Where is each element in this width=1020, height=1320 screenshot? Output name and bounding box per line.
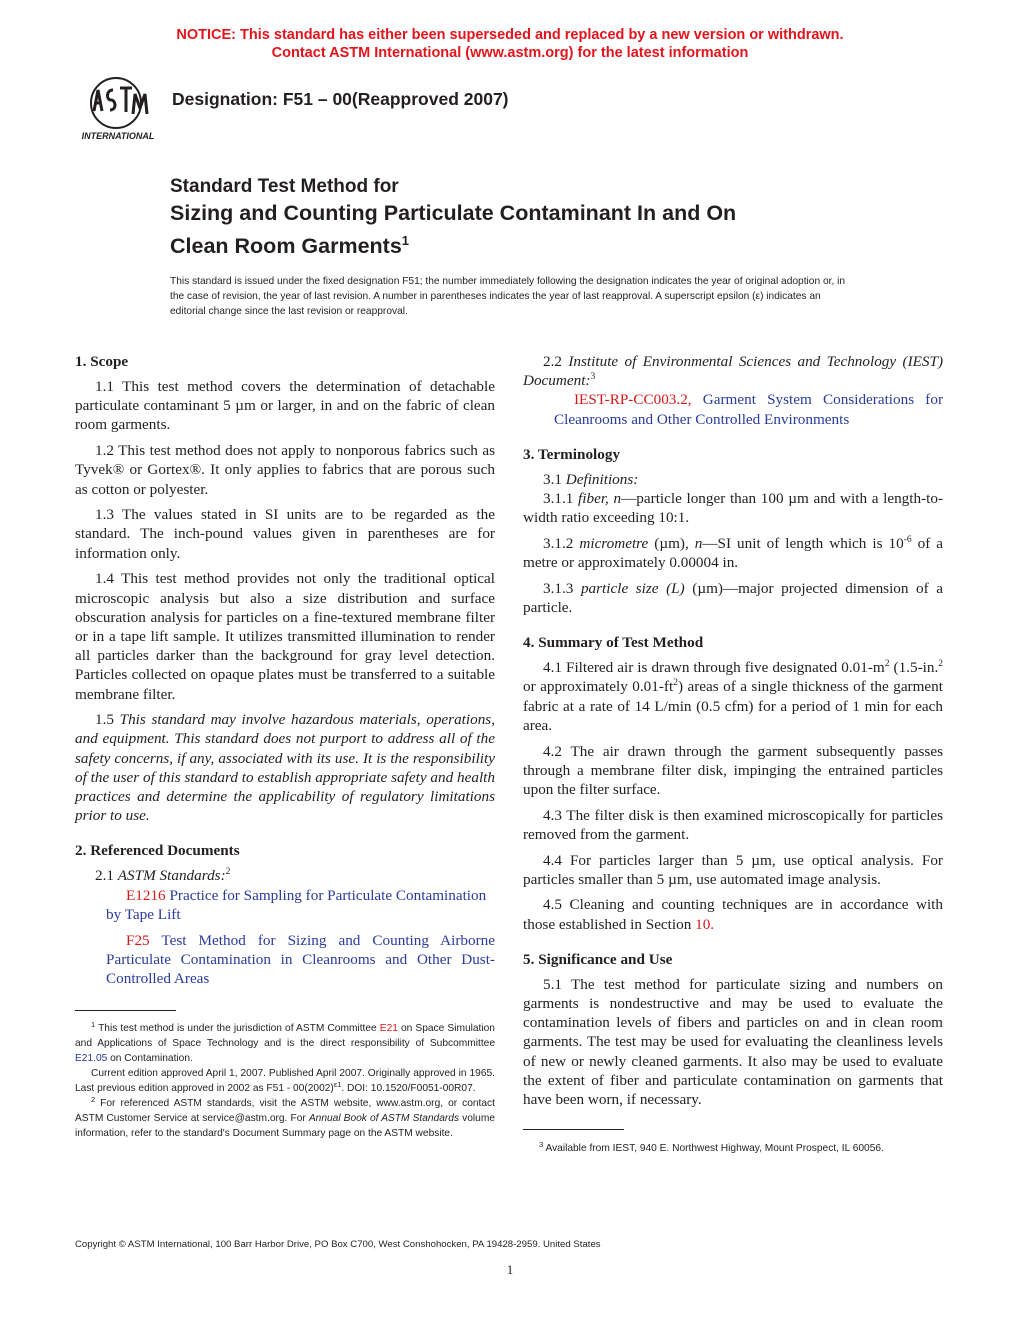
astm-logo <box>76 76 162 142</box>
section-1-heading: 1. Scope <box>75 353 129 370</box>
paragraph-4-1: 4.1 Filtered air is drawn through five designated $0.01-m^2$ (1.5-in.$^2$ or approximately $0.01-ft^2$) areas of a single thickness of the garment fabric at a rate of 14 L/min (0.5 cfm) for a period of 1 min for each area. <box>523 659 943 734</box>
reference-code-e1216[interactable]: E1216 <box>126 886 166 904</box>
paragraph-1-1: 1.1 This test method covers the determination of detachable particulate contaminant 5 µm or larger, in and on the fabric of clean room garments. <box>75 378 495 434</box>
notice-line-1: NOTICE: This standard has either been superseded and replaced by a new version or withdrawn. <box>176 27 844 43</box>
footnote-2: $^2$ For referenced ASTM standards, visit the ASTM website, www.astm.org, or contact ASTM Customer Service at service@astm.org. For Annual Book of ASTM Standards volume information, refer to the standard's Document Summary page on the ASTM website. <box>75 1095 495 1139</box>
footnote-2-mark[interactable]: 2 <box>225 867 231 878</box>
title-footnote-mark[interactable]: 1 <box>401 233 410 248</box>
left-column <box>75 352 495 995</box>
footnote-1: $^1$ This test method is under the jurisdiction of ASTM Committee E21 on Space Simulation and Applications of Space Technology and is the direct responsibility of Subcommittee E21.05 on Contamination. <box>75 1020 495 1064</box>
designation: Designation: F51 – 00(Reapproved 2007) <box>172 89 509 109</box>
issuance-statement: This standard is issued under the fixed designation F51; the number immediately following the designation indicates the year of original adoption or, in the case of revision, the year of last revision. A number in parentheses indicates the year of last reapproval. A superscript epsilon (ε) indicates an editorial change since the last revision or reapproval. <box>170 276 846 317</box>
title-line-3: Clean Room Garments$^1$ <box>170 233 410 258</box>
paragraph-3-1-1: 3.1.1 fiber, n—particle longer than 100 µm and with a length-to-width ratio exceeding 10:1. <box>523 490 944 527</box>
document-title <box>170 174 736 260</box>
paragraph-1-5: 1.5 This standard may involve hazardous materials, operations, and equipment. This standard does not purport to address all of the safety concerns, if any, associated with its use. It is the responsibility of the user of this standard to establish appropriate safety and health practices and determine the applicability of regulatory limitations prior to use. <box>75 711 496 825</box>
paragraph-4-5: 4.5 Cleaning and counting techniques are in accordance with those established in Section 10. <box>523 896 943 933</box>
reference-title-e1216[interactable]: Practice for Sampling for Particulate Contamination by Tape Lift <box>106 886 487 923</box>
reference-f25[interactable] <box>75 931 495 989</box>
footnote-1-edition: Current edition approved April 1, 2007. Published April 2007. Originally approved in 1965. Last previous edition approved in 2002 as $F51 - 00(2002)^{\varepsilon 1}$. DOI: 10.1520/F0051-00R07. <box>75 1068 495 1094</box>
paragraph-3-1-2: 3.1.2 micrometre (µm), n—SI unit of length which is $10^{-6}$ of a metre or approximately 0.00004 in. <box>523 534 943 572</box>
link-section-10[interactable]: 10. <box>695 915 715 933</box>
paragraph-3-1: 3.1 Definitions: <box>543 470 639 488</box>
paragraph-1-2: 1.2 This test method does not apply to nonporous fabrics such as Tyvek® or Gortex®. It only applies to fabrics that are porous such as cotton or polyester. <box>75 442 495 498</box>
reference-iest[interactable] <box>523 390 943 428</box>
notice-line-2: Contact ASTM International (www.astm.org) for the latest information <box>271 45 749 61</box>
section-3-heading: 3. Terminology <box>523 445 621 463</box>
footnotes-right <box>523 1141 943 1156</box>
reference-code-iest[interactable]: IEST-RP-CC003.2, <box>574 391 692 409</box>
link-e21[interactable]: E21 <box>379 1023 398 1034</box>
logo-subtext: INTERNATIONAL <box>81 131 155 141</box>
footnote-3: $^3$ Available from IEST, 940 E. Northwest Highway, Mount Prospect, IL 60056. <box>539 1140 884 1154</box>
footnotes-left <box>75 1021 495 1141</box>
title-line-1: Standard Test Method for <box>170 176 399 197</box>
footnote-rule-right <box>523 1129 624 1130</box>
reference-title-f25[interactable]: Test Method for Sizing and Counting Airborne Particulate Contamination in Cleanrooms and Other Dust-Controlled Areas <box>106 931 495 987</box>
reference-code-f25[interactable]: F25 <box>126 931 150 949</box>
section-2-heading: 2. Referenced Documents <box>75 842 240 860</box>
paragraph-5-1: 5.1 The test method for particulate sizing and numbers on garments is nondestructive and may be used to evaluate the contamination levels of fibers and particles on and in clean room garments. The test may be used for evaluating the cleanliness levels of new or newly cleaned garments. It also may be used to evaluate the extent of fiber and particulate contamination on garments that have been worn, if necessary. <box>523 975 943 1109</box>
paragraph-4-4: 4.4 For particles larger than 5 µm, use optical analysis. For particles smaller than 5 µm, use automated image analysis. <box>523 851 943 888</box>
link-e21-05[interactable]: E21.05 <box>75 1053 108 1064</box>
paragraph-4-2: 4.2 The air drawn through the garment subsequently passes through a membrane filter disk, impinging the entrained particles upon the filter surface. <box>523 742 943 798</box>
withdrawal-notice <box>0 26 1020 62</box>
page-number: 1 <box>506 1262 514 1277</box>
footnote-rule-left <box>75 1010 176 1011</box>
paragraph-2-1: 2.1 ASTM Standards:$^2$ <box>95 867 231 885</box>
reference-e1216[interactable] <box>75 886 495 924</box>
right-column <box>523 352 943 1116</box>
paragraph-3-1-3: 3.1.3 particle size (L) (µm)—major projected dimension of a particle. <box>523 579 944 617</box>
reference-title-iest[interactable]: Garment System Considerations for Cleanrooms and Other Controlled Environments <box>554 391 944 428</box>
footnote-3-mark[interactable]: 3 <box>590 372 596 383</box>
paragraph-2-2: 2.2 Institute of Environmental Sciences and Technology (IEST) Document:$^3$ <box>523 353 943 390</box>
title-line-2: Sizing and Counting Particulate Contaminant In and On <box>170 201 737 225</box>
paragraph-1-4: 1.4 This test method provides not only the traditional optical microscopic analysis but also a size distribution and surface obscuration analysis for particles on a fine-textured membrane filter or in a tape lift sample. It utilizes transmitted illumination to render all particles darker than the background for gray level detection. Particles collected on opaque plates must be transferred to a suitable membrane filter. <box>75 570 495 703</box>
paragraph-4-3: 4.3 The filter disk is then examined microscopically for particles removed from the garment. <box>523 806 943 843</box>
paragraph-1-3: 1.3 The values stated in SI units are to be regarded as the standard. The inch-pound values given in parentheses are for information only. <box>75 506 495 562</box>
copyright: Copyright © ASTM International, 100 Barr Harbor Drive, PO Box C700, West Conshohocken, PA 19428-2959. United States <box>75 1239 601 1250</box>
section-4-heading: 4. Summary of Test Method <box>523 634 704 652</box>
section-5-heading: 5. Significance and Use <box>523 950 673 968</box>
